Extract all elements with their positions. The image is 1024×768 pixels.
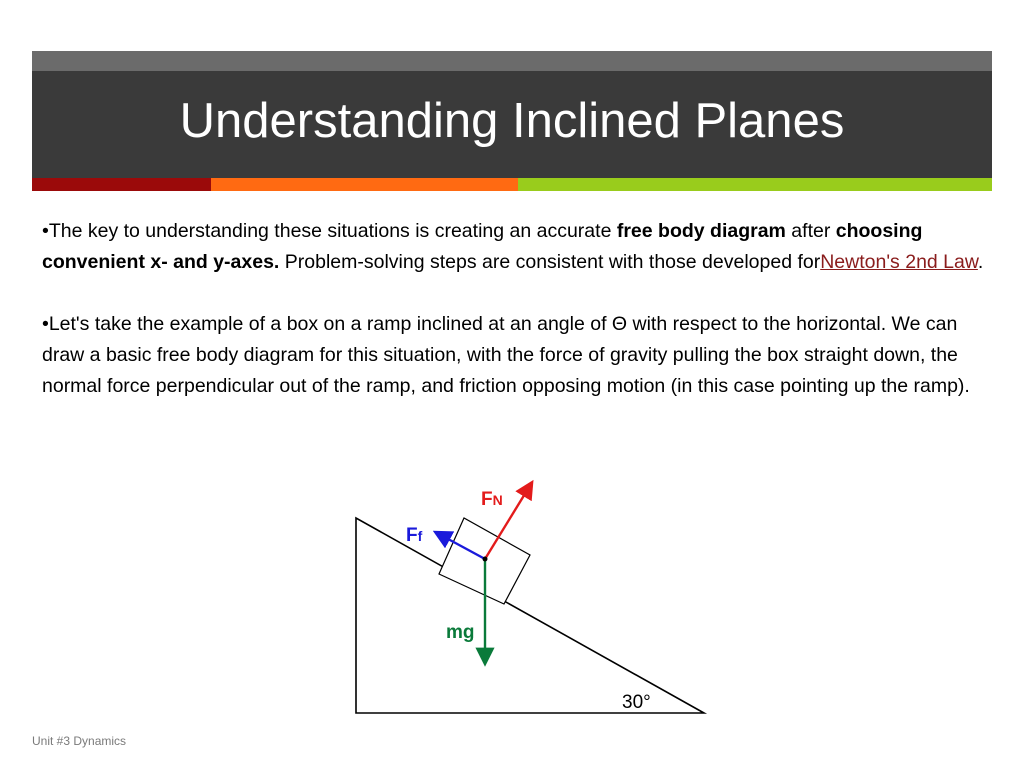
title-top-strip bbox=[32, 51, 992, 71]
angle-label: 30° bbox=[622, 692, 651, 713]
title-band bbox=[32, 51, 992, 178]
gravity-label: mg bbox=[446, 622, 475, 643]
bullet-1: •The key to understanding these situations is creating an accurate free body diagram after choosing convenient x- and y-axes. Problem-solving steps are consistent with those developed forNewton's 2nd Law. bbox=[42, 220, 984, 273]
bullet-2: •Let's take the example of a box on a ramp inclined at an angle of Θ with respect to the horizontal. We can draw a basic free body diagram for this situation, with the force of gravity pulling the box straight down, the normal force perpendicular out of the ramp, and friction opposing motion (in this case pointing up the ramp). bbox=[42, 313, 970, 397]
bold-choosing-axes: choosing convenient x- and y-axes. bbox=[42, 220, 923, 273]
ramp-triangle bbox=[356, 518, 704, 713]
normal-force-label: FN bbox=[481, 489, 503, 510]
accent-bar-red bbox=[32, 178, 211, 191]
accent-bar-green bbox=[518, 178, 992, 191]
accent-bar-orange bbox=[211, 178, 518, 191]
newtons-2nd-law-link[interactable]: Newton's 2nd Law bbox=[820, 251, 978, 273]
slide-content bbox=[42, 216, 987, 402]
friction-force-label: Ff bbox=[406, 525, 423, 546]
slide-title: Understanding Inclined Planes bbox=[179, 94, 845, 148]
center-of-mass-dot bbox=[483, 557, 488, 562]
bold-free-body-diagram: free body diagram bbox=[616, 220, 786, 242]
slide-footer: Unit #3 Dynamics bbox=[32, 734, 127, 748]
free-body-diagram bbox=[340, 470, 720, 725]
